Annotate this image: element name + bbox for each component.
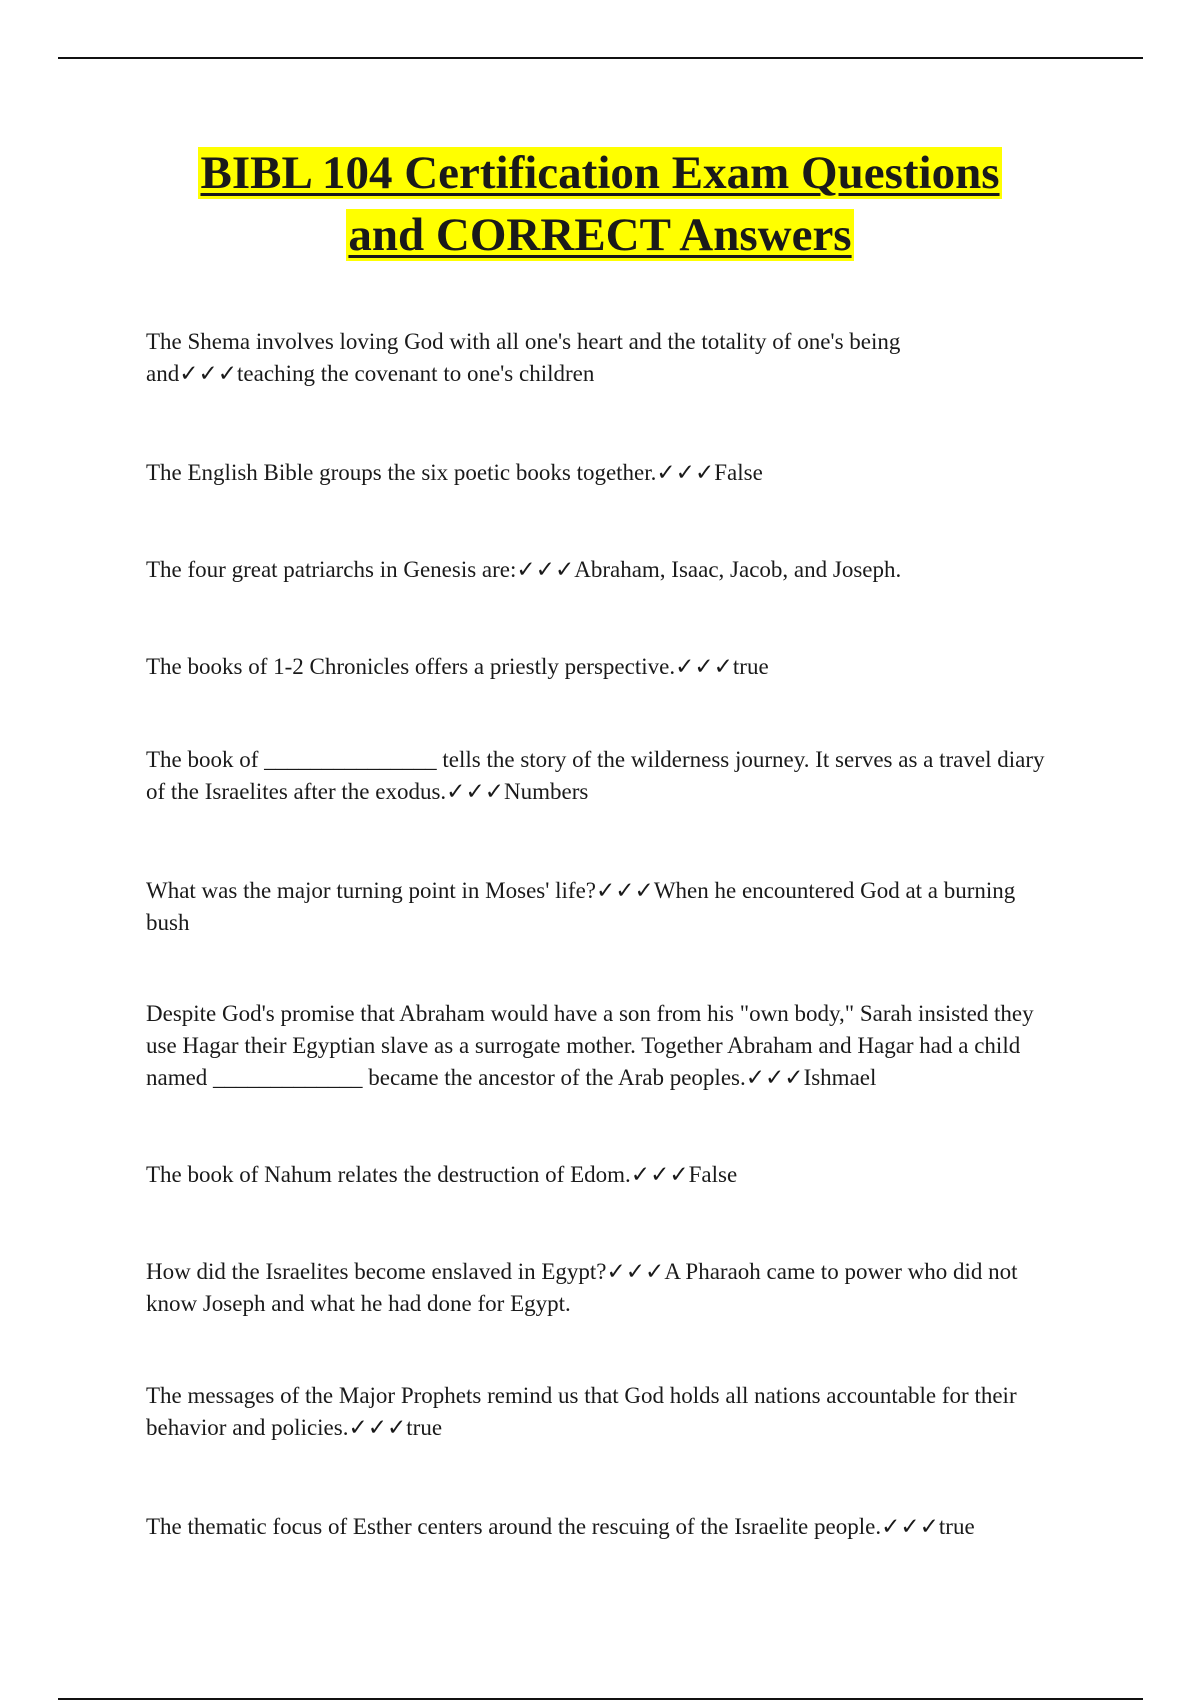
question-text: The book of Nahum relates the destruction of Edom. (146, 1162, 631, 1187)
question-text: The books of 1-2 Chronicles offers a priestly perspective. (146, 654, 676, 679)
qa-item (146, 1380, 1046, 1444)
answer-text: Abraham, Isaac, Jacob, and Joseph. (574, 557, 902, 582)
checkmark-icon: ✓✓✓ (446, 779, 504, 804)
answer-text: Ishmael (803, 1065, 877, 1090)
answer-text: teaching the covenant to one's children (237, 361, 595, 386)
checkmark-icon: ✓✓✓ (630, 1162, 689, 1187)
checkmark-icon: ✓✓✓ (656, 460, 715, 485)
question-text: The messages of the Major Prophets remind us that God holds all nations accountable for their behavior and policies. (146, 1383, 1017, 1440)
qa-item (146, 875, 1046, 939)
qa-item (146, 744, 1046, 808)
answer-text: A Pharaoh came to power who did not know Joseph and what he had done for Egypt. (146, 1259, 1018, 1316)
answer-text: true (938, 1514, 975, 1539)
question-text: The thematic focus of Esther centers around the rescuing of the Israelite people. (146, 1514, 882, 1539)
checkmark-icon: ✓✓✓ (675, 654, 733, 679)
qa-item (146, 554, 1046, 586)
checkmark-icon: ✓✓✓ (179, 361, 238, 386)
qa-item (146, 1256, 1046, 1320)
checkmark-icon: ✓✓✓ (745, 1065, 804, 1090)
qa-item (146, 651, 1046, 683)
question-text: The Shema involves loving God with all one's heart and the totality of one's being and (146, 329, 901, 386)
answer-text: true (732, 654, 769, 679)
qa-item (146, 998, 1046, 1094)
question-text: The book of _______________ tells the story of the wilderness journey. It serves as a travel diary of the Israelites after the exodus. (146, 747, 1045, 804)
qa-item (146, 326, 1046, 390)
top-rule (58, 57, 1143, 59)
question-text: How did the Israelites become enslaved in Egypt? (146, 1259, 607, 1284)
title-line-1: BIBL 104 Certification Exam Questions (200, 147, 1000, 199)
question-text: The four great patriarchs in Genesis are: (146, 557, 517, 582)
checkmark-icon: ✓✓✓ (881, 1514, 939, 1539)
title-line-2: and CORRECT Answers (348, 209, 852, 261)
answer-text: When he encountered God at a burning bush (146, 878, 1016, 935)
answer-text: False (688, 1162, 738, 1187)
qa-item (146, 457, 1046, 489)
answer-text: Numbers (504, 779, 589, 804)
checkmark-icon: ✓✓✓ (516, 557, 575, 582)
checkmark-icon: ✓✓✓ (596, 878, 654, 903)
document-title (0, 142, 1200, 266)
answer-text: true (406, 1415, 443, 1440)
question-text: The English Bible groups the six poetic books together. (146, 460, 657, 485)
qa-item (146, 1159, 1046, 1191)
qa-item (146, 1511, 1046, 1543)
checkmark-icon: ✓✓✓ (606, 1259, 665, 1284)
question-text: Despite God's promise that Abraham would have a son from his "own body," Sarah insisted they use Hagar their Egyptian slave as a surrogate mother. Together Abraham and Hagar had a child named _____________ became the ancestor of the Arab peoples. (146, 1001, 1034, 1090)
checkmark-icon: ✓✓✓ (348, 1415, 407, 1440)
question-text: What was the major turning point in Moses' life? (146, 878, 596, 903)
answer-text: False (714, 460, 763, 485)
